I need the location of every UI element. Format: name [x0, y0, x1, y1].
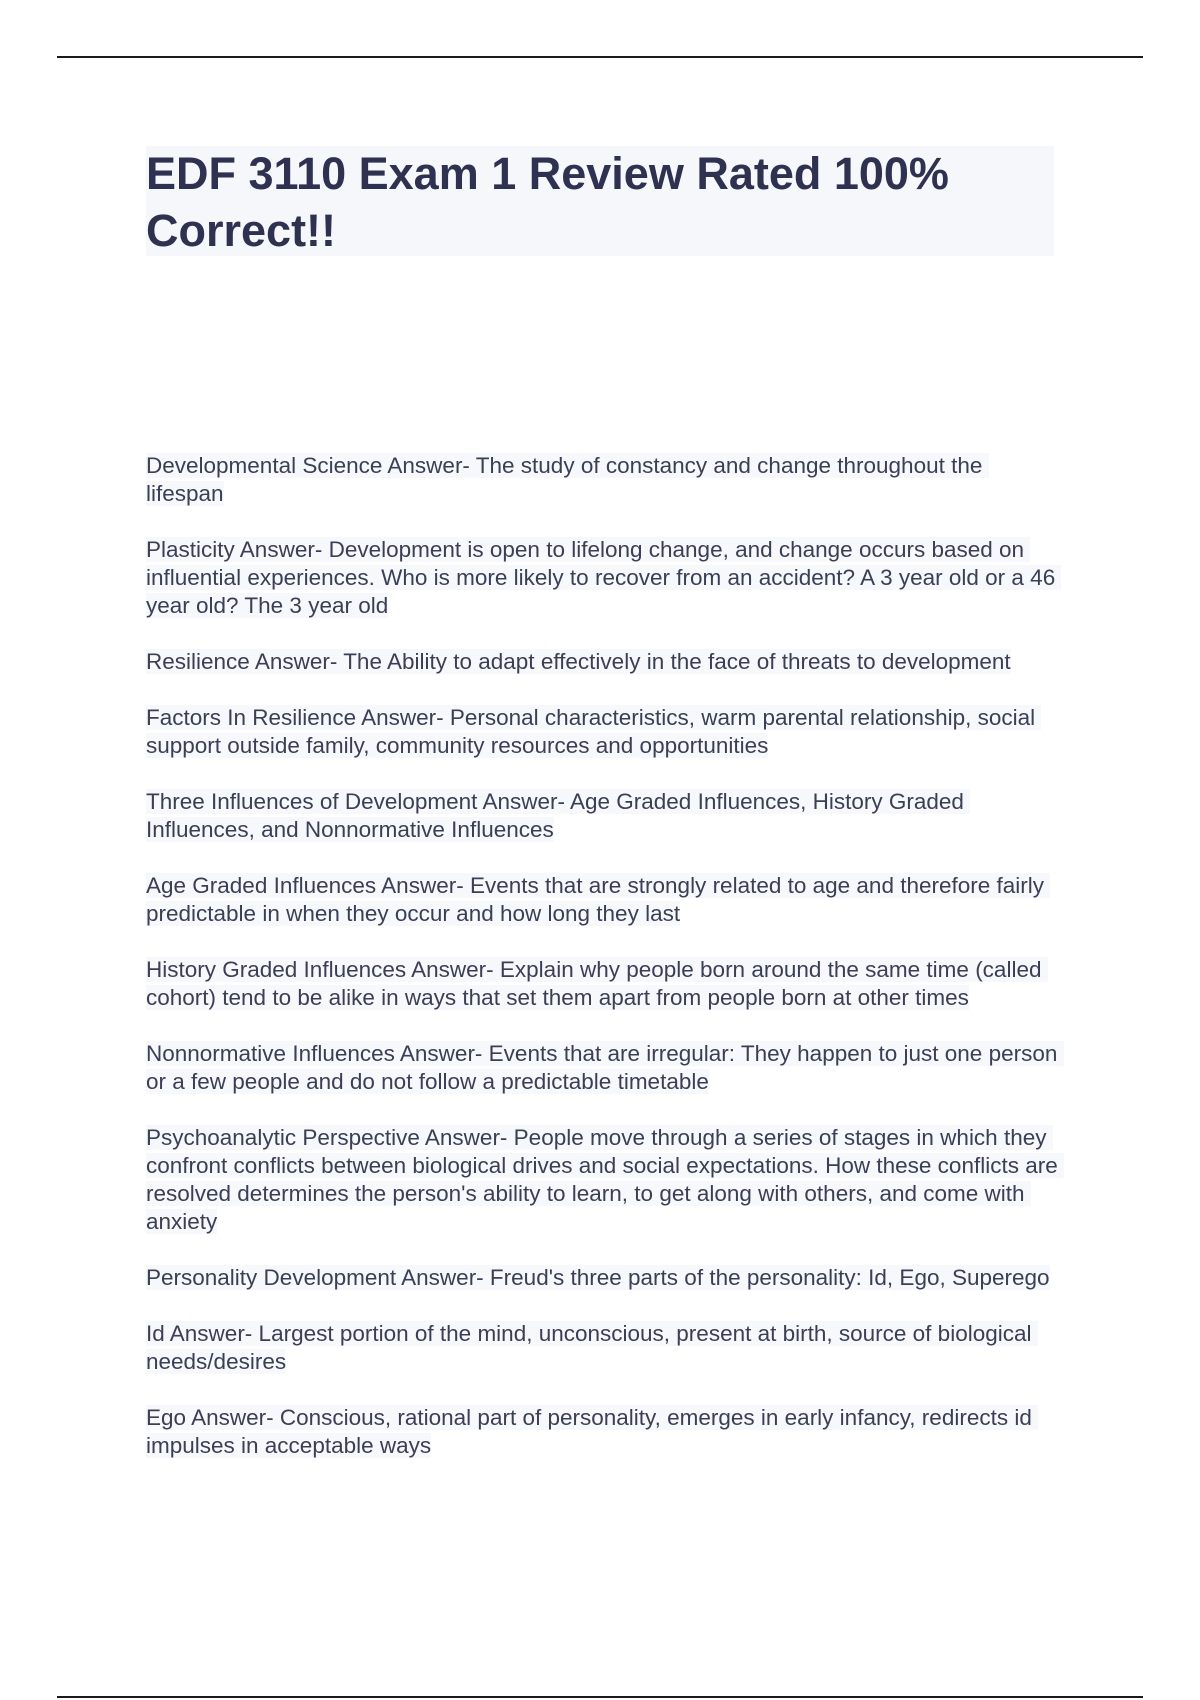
- page-title: EDF 3110 Exam 1 Review Rated 100% Correct!!: [146, 148, 949, 256]
- qa-term: Plasticity: [146, 537, 235, 562]
- qa-term: Resilience: [146, 649, 250, 674]
- qa-list: [146, 452, 1066, 1488]
- qa-item: [146, 872, 1066, 928]
- qa-item: [146, 788, 1066, 844]
- qa-item: [146, 648, 1066, 676]
- qa-answer: Answer- Personal characteristics, warm parental relationship, social support outside family, community resources and opportunities: [146, 705, 1042, 758]
- qa-answer: Answer- Freud's three parts of the personality: Id, Ego, Superego: [401, 1265, 1050, 1290]
- qa-term: Nonnormative Influences: [146, 1041, 395, 1066]
- qa-term: Id: [146, 1321, 165, 1346]
- qa-item: [146, 1040, 1066, 1096]
- qa-item: [146, 704, 1066, 760]
- qa-answer: Answer- Events that are strongly related to age and therefore fairly predictable in when they occur and how long they last: [146, 873, 1051, 926]
- qa-answer: Answer- Events that are irregular: They happen to just one person or a few people and do not follow a predictable timetable: [146, 1041, 1064, 1094]
- qa-item: [146, 1124, 1066, 1236]
- qa-term: History Graded Influences: [146, 957, 407, 982]
- qa-answer: Answer- Age Graded Influences, History Graded Influences, and Nonnormative Influences: [146, 789, 971, 842]
- qa-answer: Answer- People move through a series of stages in which they confront conflicts between biological drives and social expectations. How these conflicts are resolved determines the person's ability to learn, to get along with others, and come with anxiety: [146, 1125, 1064, 1234]
- qa-term: Age Graded Influences: [146, 873, 377, 898]
- qa-answer: Answer- Explain why people born around the same time (called cohort) tend to be alike in ways that set them apart from people born at other times: [146, 957, 1048, 1010]
- qa-answer: Answer- The study of constancy and change throughout the lifespan: [146, 453, 989, 506]
- qa-term: Factors In Resilience: [146, 705, 357, 730]
- qa-term: Ego: [146, 1405, 187, 1430]
- qa-item: [146, 452, 1066, 508]
- qa-item: [146, 536, 1066, 620]
- qa-term: Three Influences of Development: [146, 789, 478, 814]
- qa-item: [146, 1404, 1066, 1460]
- qa-term: Personality Development: [146, 1265, 397, 1290]
- top-divider: [57, 56, 1143, 58]
- qa-term: Developmental Science: [146, 453, 383, 478]
- qa-answer: Answer- Largest portion of the mind, unconscious, present at birth, source of biological needs/desires: [146, 1321, 1038, 1374]
- qa-answer: Answer- The Ability to adapt effectively in the face of threats to development: [254, 649, 1011, 674]
- qa-term: Psychoanalytic Perspective: [146, 1125, 420, 1150]
- qa-item: [146, 956, 1066, 1012]
- bottom-divider: [57, 1696, 1143, 1698]
- qa-item: [146, 1320, 1066, 1376]
- qa-item: [146, 1264, 1066, 1292]
- qa-answer: Answer- Development is open to lifelong change, and change occurs based on influential experiences. Who is more likely to recover from an accident? A 3 year old or a 46 year old? The 3 year old: [146, 537, 1062, 618]
- qa-answer: Answer- Conscious, rational part of personality, emerges in early infancy, redirects id impulses in acceptable ways: [146, 1405, 1039, 1458]
